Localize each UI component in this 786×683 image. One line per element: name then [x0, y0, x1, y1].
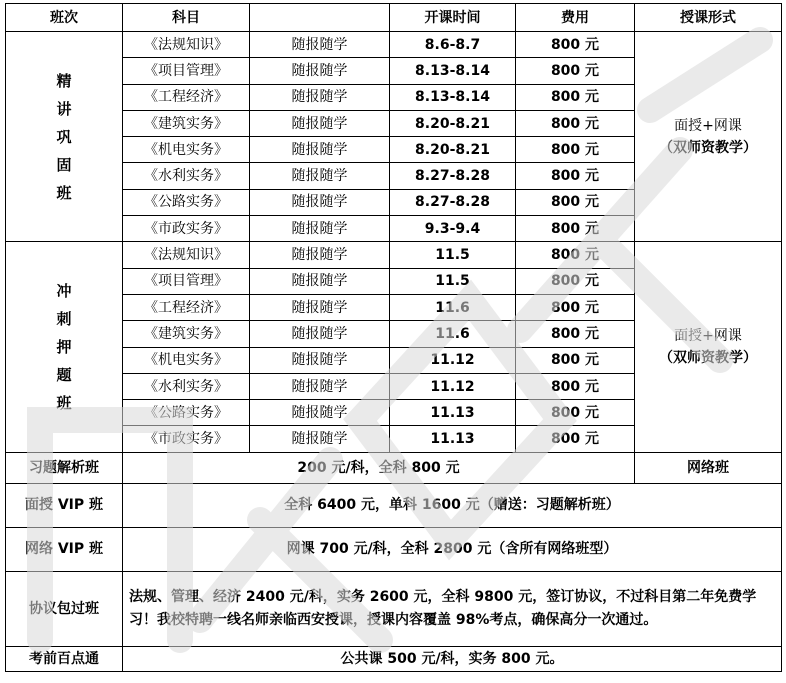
- start-time: 11.5: [390, 242, 516, 268]
- subject-cell: 《工程经济》: [123, 84, 250, 110]
- header-class: 班次: [6, 4, 123, 32]
- enroll-note: 随报随学: [250, 268, 390, 294]
- course-table: [5, 3, 782, 672]
- subject-cell: 《项目管理》: [123, 268, 250, 294]
- subject-cell: 《法规知识》: [123, 242, 250, 268]
- class-name-char: 押: [56, 338, 72, 357]
- start-time: 8.13-8.14: [390, 84, 516, 110]
- subject-cell: 《机电实务》: [123, 347, 250, 373]
- subject-cell: 《市政实务》: [123, 216, 250, 242]
- course-schedule: [5, 3, 782, 672]
- fee: 800 元: [516, 373, 635, 399]
- class-name-char: 班: [56, 183, 72, 202]
- enroll-note: 随报随学: [250, 373, 390, 399]
- class-name-char: 班: [56, 394, 72, 413]
- class-name-char: 巩: [56, 127, 72, 146]
- exercise-row: [6, 452, 782, 483]
- teaching-mode: [635, 32, 782, 242]
- enroll-note: 随报随学: [250, 189, 390, 215]
- class-name-char: 固: [56, 155, 72, 174]
- fee: 800 元: [516, 32, 635, 58]
- enroll-note: 随报随学: [250, 163, 390, 189]
- fee: 800 元: [516, 163, 635, 189]
- subject-cell: 《市政实务》: [123, 426, 250, 452]
- final-row: [6, 646, 782, 671]
- subject-cell: 《水利实务》: [123, 373, 250, 399]
- start-time: 11.12: [390, 373, 516, 399]
- fee: 800 元: [516, 84, 635, 110]
- subject-cell: 《公路实务》: [123, 400, 250, 426]
- subject-cell: 《水利实务》: [123, 163, 250, 189]
- enroll-note: 随报随学: [250, 137, 390, 163]
- start-time: 11.6: [390, 294, 516, 320]
- subject-cell: 《机电实务》: [123, 137, 250, 163]
- fee: 800 元: [516, 400, 635, 426]
- enroll-note: 随报随学: [250, 84, 390, 110]
- start-time: 8.27-8.28: [390, 189, 516, 215]
- start-time: 9.3-9.4: [390, 216, 516, 242]
- start-time: 8.27-8.28: [390, 163, 516, 189]
- final-price: 公共课 500 元/科，实务 800 元。: [123, 646, 782, 671]
- header-fee: 费用: [516, 4, 635, 32]
- agreement-text: 法规、管理、经济 2400 元/科，实务 2600 元，全科 9800 元，签订协议，不过科目第二年免费学习！我校特聘一线名师亲临西安授课，授课内容覆盖 98%考点，确保高分一次通过。: [123, 571, 782, 646]
- subject-cell: 《法规知识》: [123, 32, 250, 58]
- teaching-mode-line: （双师资教学）: [659, 350, 757, 367]
- class-name-char: 题: [56, 366, 72, 385]
- fee: 800 元: [516, 268, 635, 294]
- class-name-char: 讲: [56, 99, 72, 118]
- class-name-intensive: [6, 32, 123, 242]
- fee: 800 元: [516, 347, 635, 373]
- fee: 800 元: [516, 321, 635, 347]
- fee: 800 元: [516, 216, 635, 242]
- online-vip-price: 网课 700 元/科，全科 2800 元（含所有网络班型）: [123, 527, 782, 571]
- teaching-mode-line: 面授+网课: [674, 117, 742, 134]
- enroll-note: 随报随学: [250, 216, 390, 242]
- fee: 800 元: [516, 426, 635, 452]
- teaching-mode-line: 面授+网课: [674, 328, 742, 345]
- class-name-char: 精: [56, 71, 72, 90]
- header-subject: 科目: [123, 4, 250, 32]
- face-vip-price: 全科 6400 元，单科 1600 元（赠送：习题解析班）: [123, 483, 782, 527]
- subject-cell: 《项目管理》: [123, 58, 250, 84]
- start-time: 11.5: [390, 268, 516, 294]
- class-name-sprint: [6, 242, 123, 452]
- enroll-note: 随报随学: [250, 110, 390, 136]
- header-mode: 授课形式: [635, 4, 782, 32]
- start-time: 8.6-8.7: [390, 32, 516, 58]
- start-time: 11.6: [390, 321, 516, 347]
- teaching-mode: [635, 242, 782, 452]
- enroll-note: 随报随学: [250, 242, 390, 268]
- table-row: [6, 32, 782, 58]
- fee: 800 元: [516, 58, 635, 84]
- fee: 800 元: [516, 242, 635, 268]
- start-time: 11.13: [390, 426, 516, 452]
- fee: 800 元: [516, 294, 635, 320]
- final-class-name: 考前百点通: [6, 646, 123, 671]
- start-time: 8.13-8.14: [390, 58, 516, 84]
- start-time: 11.13: [390, 400, 516, 426]
- subject-cell: 《工程经济》: [123, 294, 250, 320]
- enroll-note: 随报随学: [250, 347, 390, 373]
- subject-cell: 《公路实务》: [123, 189, 250, 215]
- fee: 800 元: [516, 137, 635, 163]
- exercise-mode: 网络班: [635, 452, 782, 483]
- online-vip-row: [6, 527, 782, 571]
- online-vip-class-name: 网络 VIP 班: [6, 527, 123, 571]
- enroll-note: 随报随学: [250, 400, 390, 426]
- start-time: 8.20-8.21: [390, 137, 516, 163]
- class-name-char: 刺: [56, 310, 72, 329]
- agreement-row: [6, 571, 782, 646]
- header-blank: [250, 4, 390, 32]
- fee: 800 元: [516, 110, 635, 136]
- class-name-char: 冲: [56, 282, 72, 301]
- fee: 800 元: [516, 189, 635, 215]
- table-row: [6, 242, 782, 268]
- start-time: 11.12: [390, 347, 516, 373]
- teaching-mode-line: （双师资教学）: [659, 139, 757, 156]
- subject-cell: 《建筑实务》: [123, 321, 250, 347]
- header-row: [6, 4, 782, 32]
- enroll-note: 随报随学: [250, 426, 390, 452]
- enroll-note: 随报随学: [250, 294, 390, 320]
- subject-cell: 《建筑实务》: [123, 110, 250, 136]
- start-time: 8.20-8.21: [390, 110, 516, 136]
- enroll-note: 随报随学: [250, 32, 390, 58]
- face-vip-row: [6, 483, 782, 527]
- header-start-time: 开课时间: [390, 4, 516, 32]
- enroll-note: 随报随学: [250, 321, 390, 347]
- exercise-price: 200 元/科，全科 800 元: [123, 452, 635, 483]
- enroll-note: 随报随学: [250, 58, 390, 84]
- face-vip-class-name: 面授 VIP 班: [6, 483, 123, 527]
- agreement-class-name: 协议包过班: [6, 571, 123, 646]
- exercise-class-name: 习题解析班: [6, 452, 123, 483]
